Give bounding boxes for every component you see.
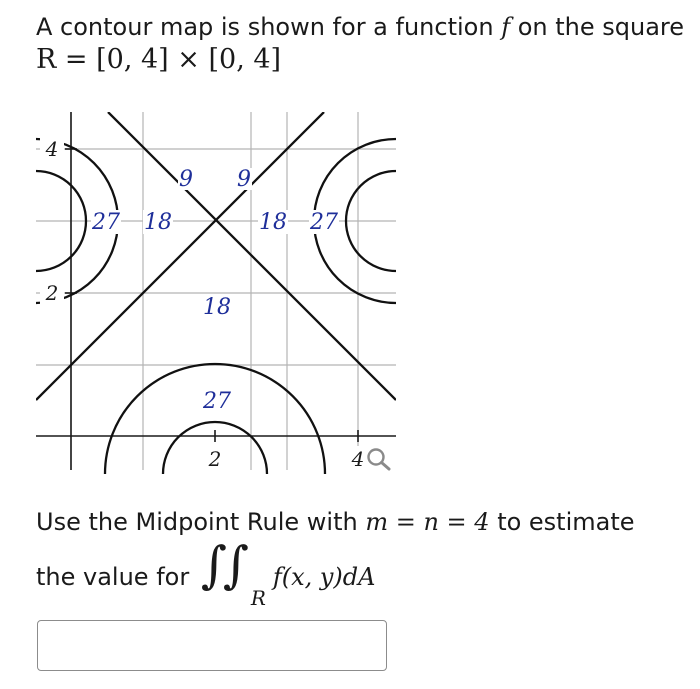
integral-sign-outer: ∫ [200, 536, 227, 594]
function-symbol: f [501, 13, 511, 41]
x-tick-label-2: 2 [208, 447, 222, 471]
contour-line-9-descending [108, 112, 396, 400]
contour-line-9-ascending [36, 112, 324, 400]
answer-input[interactable] [37, 620, 387, 671]
axes [36, 112, 396, 470]
question-line-3 [36, 507, 635, 537]
integral-subscript: R [250, 586, 266, 610]
question-text: A contour map is shown for a function [36, 13, 502, 41]
contour-label-18-left: 18 [144, 210, 172, 235]
question-line-1 [36, 12, 684, 42]
contour-map [36, 112, 396, 474]
integrand: f(x, y)dA [272, 563, 376, 591]
double-integral [197, 536, 273, 610]
instruction-text: Use the Midpoint Rule with [36, 508, 366, 536]
instruction-text-suffix: to estimate [489, 508, 635, 536]
contour-label-27-right: 27 [310, 210, 338, 235]
grid-lines [36, 112, 396, 470]
midpoint-parameters: m = n = 4 [365, 508, 490, 536]
contour-label-18-right: 18 [259, 210, 287, 235]
contour-label-27-left: 27 [92, 210, 120, 235]
integral-sign-inner: ∫ [222, 536, 249, 594]
contour-label-9-right: 9 [237, 167, 251, 192]
question-text-suffix: on the square [510, 13, 685, 41]
contour-label-9-left: 9 [179, 167, 193, 192]
y-tick-label-4: 4 [45, 137, 59, 161]
magnifier-icon[interactable] [364, 446, 394, 472]
region-definition: R = [0, 4] × [0, 4] [36, 44, 282, 75]
x-tick-label-4: 4 [351, 447, 365, 471]
contour-label-27-bottom: 27 [203, 389, 231, 414]
y-tick-label-2: 2 [45, 281, 59, 305]
question-line-4 [36, 536, 376, 610]
integral-prompt-text: the value for [36, 563, 197, 591]
contour-label-18-bottom: 18 [203, 295, 231, 320]
